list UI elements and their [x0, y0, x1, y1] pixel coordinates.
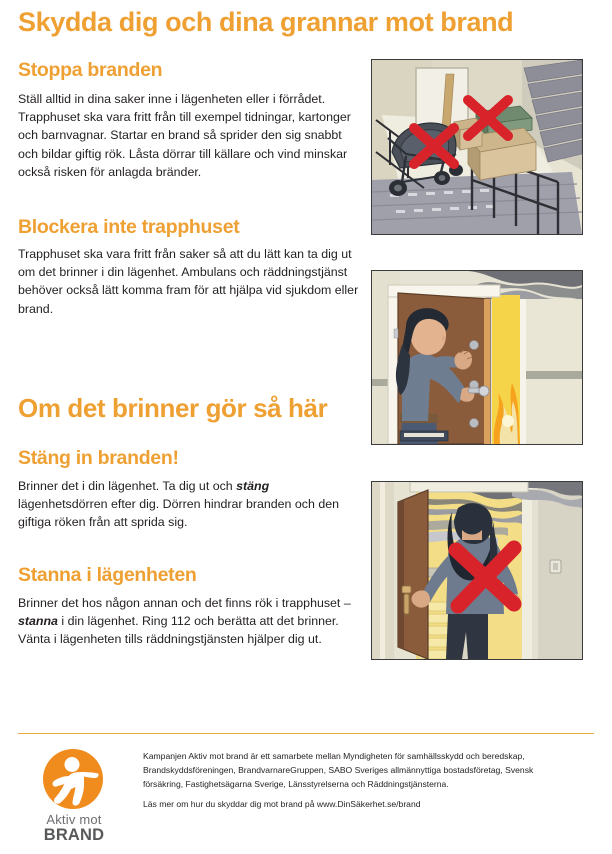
section-body-stanna-i-lagenheten: Brinner det hos någon annan och det finns rök i trapphuset – stanna i din lägenhet. Ring 112 och berätta att det brinner. Vänta i lägenheten tills räddningstjänsten hjälper dig ut.: [18, 596, 351, 647]
section-heading-blockera-inte-trapphuset: Blockera inte trapphuset: [18, 216, 240, 238]
footer-partners-paragraph: Kampanjen Aktiv mot brand är ett samarbete mellan Myndigheten för samhällsskydd och beredskap, Brandskyddsföreningen, BrandvarnareGruppen, SABO Sveriges allmännyttiga bostadsföretag, Svensk försäkring, Fastighetsägarna Sverige, Länsstyrelserna och Räddningstjänsterna.: [143, 751, 534, 789]
mid-title: Om det brinner gör så här: [18, 393, 328, 423]
section-body-stang-in-branden: Brinner det i din lägenhet. Ta dig ut och stäng lägenhetsdörren efter dig. Dörren hindrar branden och den giftiga röken från att sprida sig.: [18, 479, 339, 530]
logo-line-1: Aktiv mot: [46, 812, 102, 827]
logo-line-2: BRAND: [43, 826, 105, 844]
running-person-icon: [42, 748, 104, 810]
section-heading-stoppa-branden: Stoppa branden: [18, 59, 163, 81]
section-body-blockera-inte-trapphuset: Trapphuset ska vara fritt från saker så att du lätt kan ta dig ut om det brinner i din lägenhet. Ambulans och räddningstjänst behöver också lätt komma fram för att hjälpa vid sjukdom eller brand.: [18, 247, 359, 316]
section-heading-stanna-i-lagenheten: Stanna i lägenheten: [18, 564, 197, 586]
logo: [18, 748, 130, 844]
section-heading-stang-in-branden: Stäng in branden!: [18, 447, 179, 469]
illustration-stairwell-with-stroller-and-boxes: [371, 59, 583, 235]
illustration-woman-closing-door-on-fire-1: [371, 270, 583, 445]
section-body-stoppa-branden: Ställ alltid in dina saker inne i lägenheten eller i förrådet. Trapphuset ska vara fritt från till exempel tidningar, kartonger och barnvagnar. Startar en brand så sprider den sig snabbt och bildar giftig rök. Låsta dörrar till källare och vind minskar också risken för anlagda bränder.: [18, 92, 351, 179]
illustration-woman-opening-door-to-smoke-crossed-out: [371, 481, 583, 660]
page-title: Skydda dig och dina grannar mot brand: [18, 7, 514, 37]
footer-divider: [18, 733, 594, 734]
footer-more-info: Läs mer om hur du skyddar dig mot brand på www.DinSäkerhet.se/brand: [143, 799, 421, 809]
